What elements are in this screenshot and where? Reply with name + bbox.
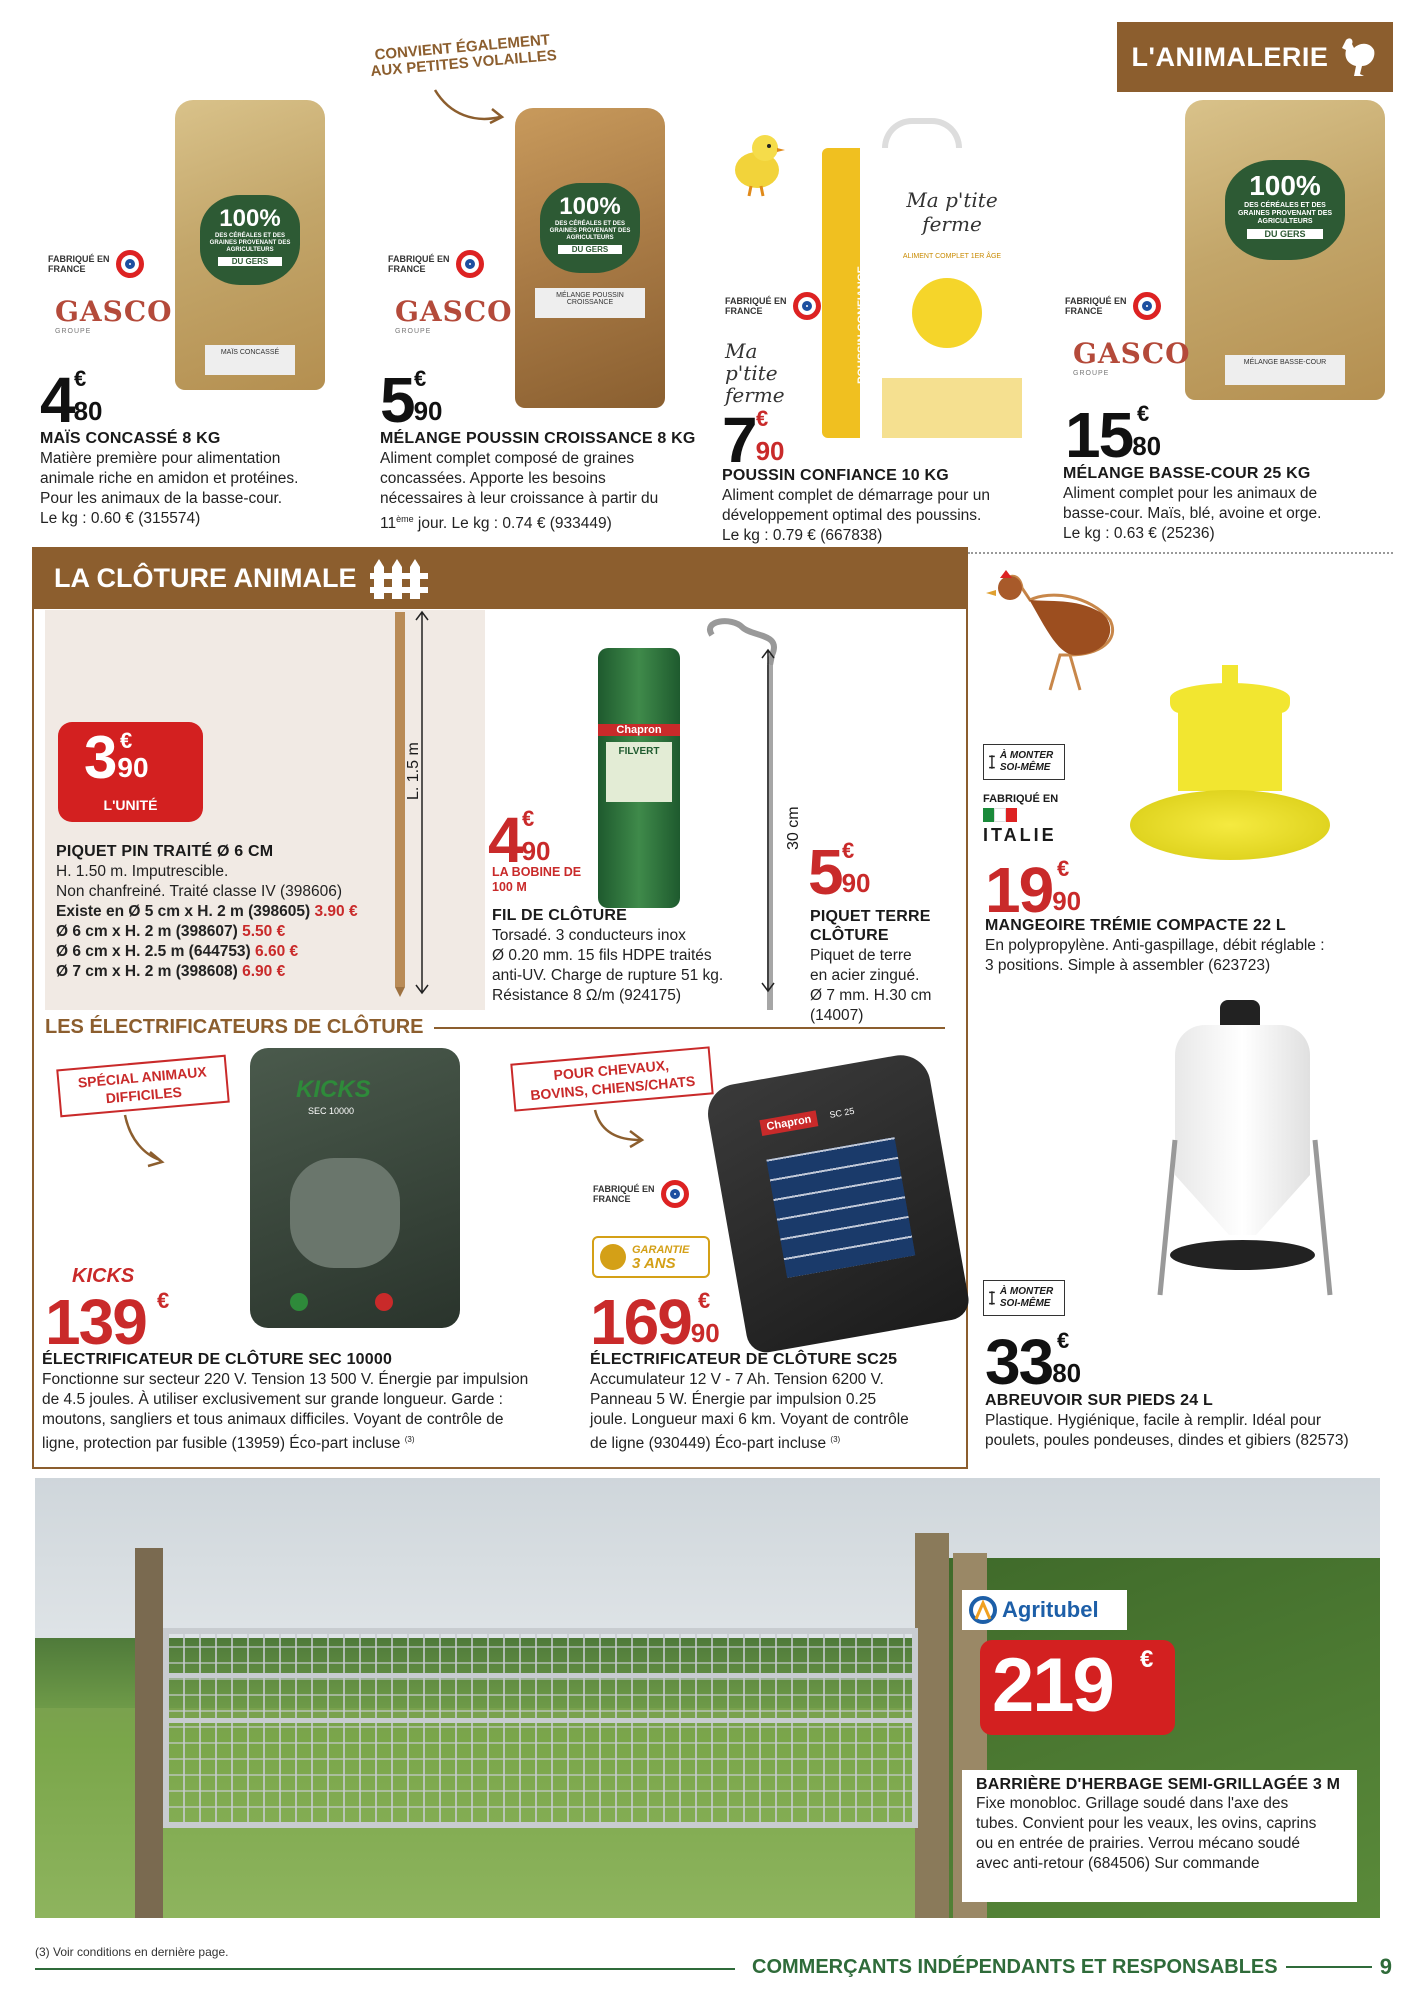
dimension-arrow-icon xyxy=(758,648,778,993)
fabrique-france-badge: FABRIQUÉ EN FRANCE xyxy=(48,250,144,278)
product-desc-poussin-confiance: Aliment complet de démarrage pour un développement optimal des poussins. Le kg : 0.79 € (667838) xyxy=(722,487,990,544)
callout-volailles: CONVIENT ÉGALEMENT AUX PETITES VOLAILLES xyxy=(369,31,558,81)
price-piquet-terre: 5 € 90 xyxy=(808,836,871,908)
a-monter-badge: À MONTER SOI-MÊME xyxy=(983,1280,1065,1316)
gasco-logo: GASCO GROUPE xyxy=(395,295,513,335)
gasco-logo: GASCO GROUPE xyxy=(55,295,173,335)
gasco-logo: GASCO GROUPE xyxy=(1073,337,1191,377)
product-desc-fil: Torsadé. 3 conducteurs inox Ø 0.20 mm. 15 fils HDPE traités anti-UV. Charge de rupture 51 kg. Résistance 8 Ω/m (924175) xyxy=(492,927,724,1004)
product-image-mais-bag xyxy=(175,100,325,390)
kicks-logo: KICKS xyxy=(72,1265,135,1287)
callout-arrow-icon xyxy=(590,1105,650,1150)
price-fil: 4 € 90 xyxy=(488,804,551,876)
product-title-piquet-terre: PIQUET TERRE CLÔTURE xyxy=(810,908,931,944)
barriere-info-box xyxy=(962,1770,1357,1902)
product-title-abreuvoir: ABREUVOIR SUR PIEDS 24 L xyxy=(985,1392,1213,1409)
footer-rule xyxy=(35,1968,735,1970)
bag-label: MAÏS CONCASSÉ xyxy=(205,345,295,375)
price-sec10000: 139 € xyxy=(45,1286,170,1358)
product-image-poussin-confiance-bag: Ma p'tite ferme ALIMENT COMPLET 1ER ÂGE POUSSIN CONFIANCE xyxy=(822,118,1032,438)
product-desc-piquet-pin: H. 1.50 m. Imputrescible. Non chanfreiné. Traité classe IV (398606) Existe en Ø 5 cm x H. 2 m (398605) 3.90 € Ø 6 cm x H. 2 m (398607) 5.50 € Ø 6 cm x H. 2.5 m (644753) 6.60 € Ø 7 cm x H. 2 m (398608) 6.90 € xyxy=(56,863,358,980)
product-title-sc25: ÉLECTRIFICATEUR DE CLÔTURE SC25 xyxy=(590,1351,898,1368)
product-desc-barriere: Fixe monobloc. Grillage soudé dans l'axe des tubes. Convient pour les veaux, les ovins, caprins ou en entrée de prairies. Verrou mécano soudé avec anti-retour (684506) Sur commande xyxy=(976,1795,1317,1872)
france-map-badge: 100% DES CÉRÉALES ET DES GRAINES PROVENANT DES AGRICULTEURS DU GERS xyxy=(200,195,300,285)
dimension-label: 30 cm xyxy=(785,806,802,850)
a-monter-badge: À MONTER SOI-MÊME xyxy=(983,744,1065,780)
chick-icon xyxy=(727,128,787,198)
page-number: 9 xyxy=(1379,1954,1392,1979)
footer-note: (3) Voir conditions en dernière page. xyxy=(35,1945,229,1959)
product-desc-mangeoire: En polypropylène. Anti-gaspillage, débit réglable : 3 positions. Simple à assembler (623723) xyxy=(985,937,1325,974)
product-title-poussin-confiance: POUSSIN CONFIANCE 10 KG xyxy=(722,467,949,484)
product-image-mangeoire xyxy=(1130,665,1330,870)
agritubel-icon xyxy=(968,1595,998,1625)
label-special-animaux: SPÉCIAL ANIMAUX DIFFICILES xyxy=(56,1055,230,1118)
fabrique-france-badge: FABRIQUÉ EN FRANCE xyxy=(1065,292,1161,320)
product-title-sec10000: ÉLECTRIFICATEUR DE CLÔTURE SEC 10000 xyxy=(42,1351,393,1368)
fabrique-france-badge: FABRIQUÉ EN FRANCE xyxy=(725,292,821,320)
price-poussin-croissance: 5 € 90 xyxy=(380,364,443,436)
price-mangeoire: 19 € 90 xyxy=(985,854,1082,926)
callout-arrow-icon xyxy=(430,85,510,130)
bag-label: MÉLANGE BASSE-COUR xyxy=(1225,355,1345,385)
dimension-label: L. 1.5 m xyxy=(405,742,422,800)
product-image-fil-bobine: Chapron FILVERT xyxy=(598,648,680,908)
dotted-divider xyxy=(968,552,1393,554)
product-desc-basse-cour: Aliment complet pour les animaux de basse-cour. Maïs, blé, avoine et orge. Le kg : 0.63 € (25236) xyxy=(1063,485,1322,542)
product-desc-piquet-terre: Piquet de terre en acier zingué. Ø 7 mm. H.30 cm (14007) xyxy=(810,947,932,1024)
section-header-cloture xyxy=(32,547,968,609)
product-title-basse-cour: MÉLANGE BASSE-COUR 25 KG xyxy=(1063,465,1311,482)
france-map-badge: 100% DES CÉRÉALES ET DES GRAINES PROVENANT DES AGRICULTEURS DU GERS xyxy=(1225,160,1345,260)
callout-arrow-icon xyxy=(120,1110,170,1170)
section-title: LA CLÔTURE ANIMALE xyxy=(54,562,357,593)
product-title-mangeoire: MANGEOIRE TRÉMIE COMPACTE 22 L xyxy=(985,917,1286,934)
price-badge-piquet-pin: 390 € L'UNITÉ xyxy=(58,722,203,822)
electrificateurs-heading: LES ÉLECTRIFICATEURS DE CLÔTURE xyxy=(45,1016,945,1039)
fence-icon xyxy=(370,555,428,601)
product-desc-sc25: Accumulateur 12 V - 7 Ah. Tension 6200 V. Panneau 5 W. Énergie par impulsion 0.25 joule. Longueur maxi 6 km. Voyant de contrôle de ligne (930449) Éco-part incluse $^{(3)}$ xyxy=(590,1371,909,1453)
product-desc-abreuvoir: Plastique. Hygiénique, facile à remplir. Idéal pour poulets, poules pondeuses, dindes et gibiers (82573) xyxy=(985,1412,1349,1449)
product-title-poussin-croissance: MÉLANGE POUSSIN CROISSANCE 8 KG xyxy=(380,430,696,447)
garantie-badge: GARANTIE 3 ANS xyxy=(592,1236,710,1278)
product-image-sec10000: KICKS SEC 10000 xyxy=(250,1048,460,1328)
product-image-poussin-croissance-bag xyxy=(515,108,665,408)
hen-icon xyxy=(1338,36,1378,78)
fabrique-italie-badge: FABRIQUÉ EN ITALIE xyxy=(983,793,1059,845)
price-poussin-confiance: 7 € 90 xyxy=(722,404,785,476)
footer-slogan: COMMERÇANTS INDÉPENDANTS ET RESPONSABLES 9 xyxy=(752,1954,1392,1979)
product-image-sc25: Chapron SC 25 xyxy=(703,1051,971,1356)
section-title: L'ANIMALERIE xyxy=(1131,41,1329,72)
product-desc-sec10000: Fonctionne sur secteur 220 V. Tension 13 500 V. Énergie par impulsion de 4.5 joules. À utiliser exclusivement sur grande longueur. Garde : moutons, sangliers et tous animaux difficiles. Voyant de contrôle de ligne, protection par fusible (13959) Éco-part incluse $^{(3)}$ xyxy=(42,1371,529,1453)
price-basse-cour: 15 € 80 xyxy=(1065,399,1162,471)
hen-image xyxy=(980,560,1130,700)
product-title-fil: FIL DE CLÔTURE xyxy=(492,907,627,924)
label-chevaux: POUR CHEVAUX, BOVINS, CHIENS/CHATS xyxy=(510,1046,713,1111)
price-badge-barriere: 219 € xyxy=(980,1640,1175,1735)
product-image-basse-cour-bag xyxy=(1185,100,1385,400)
product-desc-poussin-croissance: Aliment complet composé de graines concassées. Apporte les besoins nécessaires à leur croissance à partir du 11ème jour. Le kg : 0.74 € (933449) xyxy=(380,450,659,533)
fabrique-france-badge: FABRIQUÉ EN FRANCE xyxy=(593,1180,689,1208)
ma-ptite-ferme-logo: Ma p'tite ferme xyxy=(725,339,785,407)
unit-fil: LA BOBINE DE 100 M xyxy=(492,865,582,894)
price-abreuvoir: 33 € 80 xyxy=(985,1326,1082,1398)
dimension-arrow-icon xyxy=(412,610,432,995)
bag-label: MÉLANGE POUSSIN CROISSANCE xyxy=(535,288,645,318)
section-header-animalerie xyxy=(1117,22,1393,92)
product-desc-mais: Matière première pour alimentation animale riche en amidon et protéines. Pour les animaux de la basse-cour. Le kg : 0.60 € (315574) xyxy=(40,450,299,527)
price-sc25: 169 € 90 xyxy=(590,1286,720,1358)
fabrique-france-badge: FABRIQUÉ EN FRANCE xyxy=(388,250,484,278)
product-image-abreuvoir xyxy=(1155,1000,1335,1300)
agritubel-logo: Agritubel xyxy=(962,1590,1127,1630)
wrench-icon xyxy=(988,1284,996,1312)
price-mais: 4 € 80 xyxy=(40,364,103,436)
product-title-mais: MAÏS CONCASSÉ 8 KG xyxy=(40,430,221,447)
france-map-badge: 100% DES CÉRÉALES ET DES GRAINES PROVENANT DES AGRICULTEURS DU GERS xyxy=(540,183,640,273)
wrench-icon xyxy=(988,748,996,776)
product-title-piquet-pin: PIQUET PIN TRAITÉ Ø 6 CM xyxy=(56,843,274,860)
product-title-barriere: BARRIÈRE D'HERBAGE SEMI-GRILLAGÉE 3 M xyxy=(976,1776,1341,1793)
